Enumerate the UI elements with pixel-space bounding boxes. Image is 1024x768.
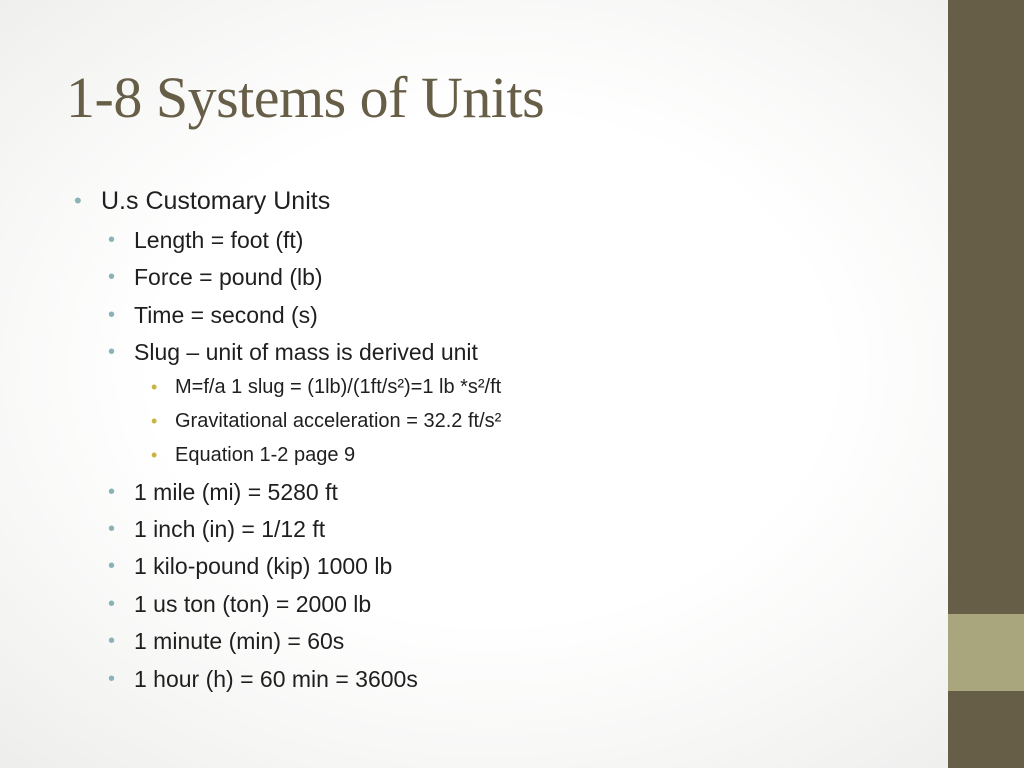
bullet-icon: • <box>108 341 116 363</box>
bullet-item-equation-reference <box>151 443 356 467</box>
bullet-icon: • <box>108 555 116 577</box>
bullet-item-time <box>108 301 318 329</box>
bullet-item-slug-formula <box>151 375 502 399</box>
side-bar-accent <box>948 614 1024 691</box>
bullet-text: Force = pound (lb) <box>134 264 323 290</box>
bullet-icon: • <box>108 518 116 540</box>
bullet-item-force <box>108 263 323 291</box>
bullet-icon: • <box>108 593 116 615</box>
bullet-icon: • <box>108 668 116 690</box>
slide-title: 1-8 Systems of Units <box>66 65 545 130</box>
bullet-icon: • <box>151 377 158 397</box>
bullet-item-length <box>108 226 304 254</box>
bullet-item-minute <box>108 627 345 655</box>
bullet-text: M=f/a 1 slug = (1lb)/(1ft/s²)=1 lb *s²/ft <box>175 376 502 398</box>
bullet-icon: • <box>108 481 116 503</box>
bullet-text: Time = second (s) <box>134 302 318 328</box>
bullet-icon: • <box>108 304 116 326</box>
bullet-text: 1 kilo-pound (kip) 1000 lb <box>134 553 393 579</box>
bullet-text: Gravitational acceleration = 32.2 ft/s² <box>175 410 502 432</box>
bullet-item-us-ton <box>108 590 372 618</box>
bullet-icon: • <box>151 445 158 465</box>
bullet-item-us-customary-units <box>74 186 331 216</box>
bullet-item-slug <box>108 338 478 366</box>
bullet-text: 1 us ton (ton) = 2000 lb <box>134 591 372 617</box>
bullet-text: 1 hour (h) = 60 min = 3600s <box>134 666 418 692</box>
bullet-item-gravitational-acceleration <box>151 409 502 433</box>
bullet-item-mile <box>108 478 338 506</box>
bullet-text: Equation 1-2 page 9 <box>175 444 356 466</box>
bullet-text: Slug – unit of mass is derived unit <box>134 339 478 365</box>
bullet-icon: • <box>108 266 116 288</box>
bullet-icon: • <box>108 229 116 251</box>
bullet-text: 1 minute (min) = 60s <box>134 628 345 654</box>
bullet-icon: • <box>108 630 116 652</box>
bullet-item-hour <box>108 665 418 693</box>
bullet-text: U.s Customary Units <box>101 187 331 215</box>
bullet-text: Length = foot (ft) <box>134 227 304 253</box>
bullet-icon: • <box>74 188 82 213</box>
bullet-item-inch <box>108 515 326 543</box>
bullet-icon: • <box>151 411 158 431</box>
bullet-item-kilo-pound <box>108 552 393 580</box>
bullet-text: 1 inch (in) = 1/12 ft <box>134 516 326 542</box>
bullet-text: 1 mile (mi) = 5280 ft <box>134 479 338 505</box>
